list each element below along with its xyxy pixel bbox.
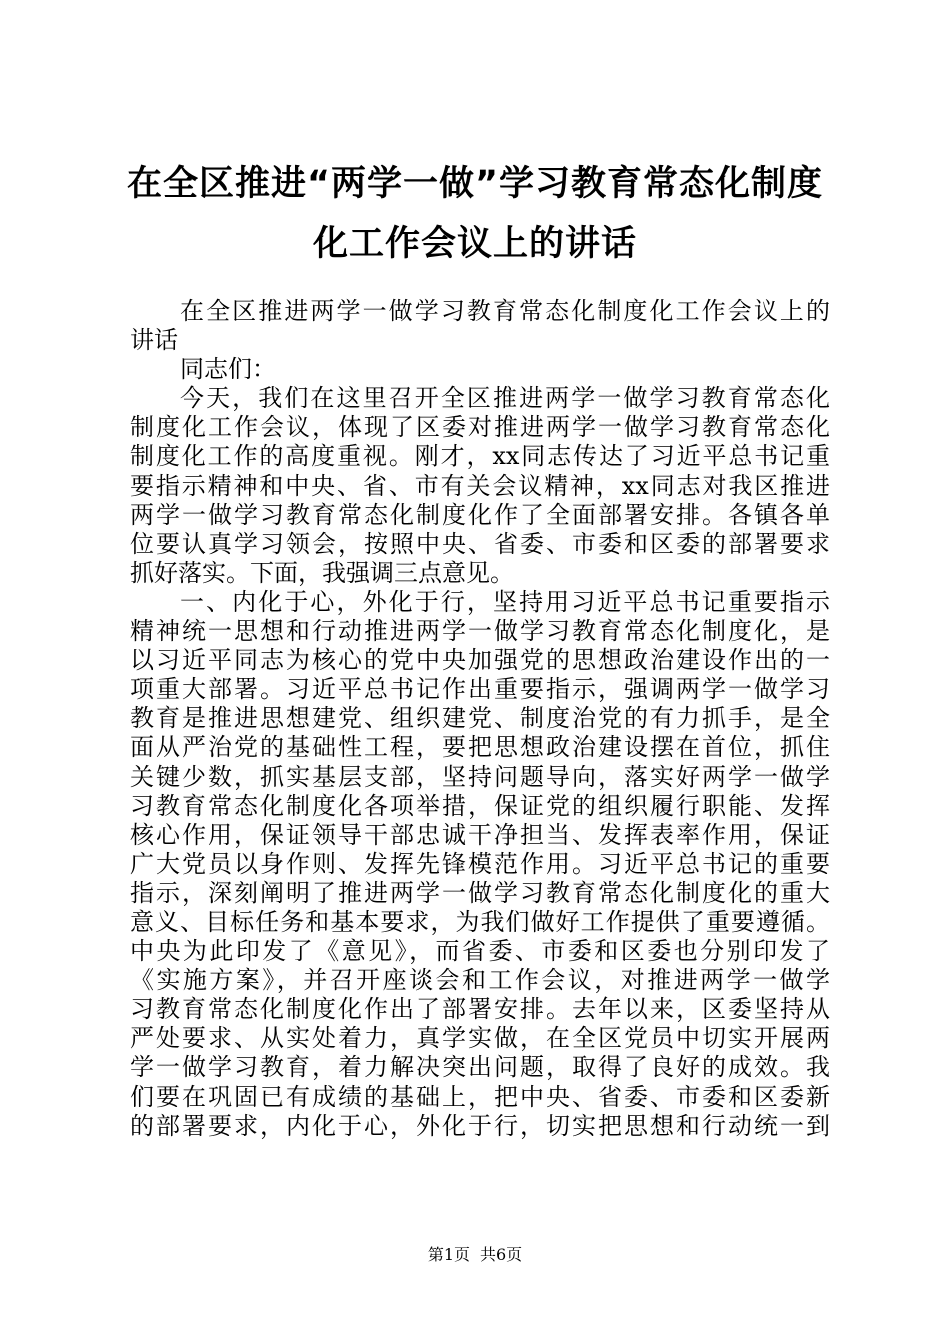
document-title-line-1: 在全区推进“两学一做”学习教育常态化制度 (126, 164, 823, 204)
text-line: 关键少数，抓实基层支部，坚持问题导向，落实好两学一做学 (130, 762, 830, 791)
salutation: 同志们： (180, 355, 276, 384)
text-line: 教育是推进思想建党、组织建党、制度治党的有力抓手，是全 (130, 704, 830, 733)
text-line: 《实施方案》，并召开座谈会和工作会议，对推进两学一做学 (130, 966, 830, 995)
text-line: 以习近平同志为核心的党中央加强党的思想政治建设作出的一 (130, 646, 830, 675)
text-line: 面从严治党的基础性工程，要把思想政治建设摆在首位，抓住 (130, 733, 830, 762)
text-line: 项重大部署。习近平总书记作出重要指示，强调两学一做学习 (130, 675, 830, 704)
text-line: 一、内化于心，外化于行，坚持用习近平总书记重要指示 (180, 587, 830, 616)
text-line: 严处要求、从实处着力，真学实做，在全区党员中切实开展两 (130, 1024, 830, 1053)
text-line: 习教育常态化制度化各项举措，保证党的组织履行职能、发挥 (130, 791, 830, 820)
document-title-line-2: 化工作会议上的讲话 (312, 224, 637, 264)
text-line: 两学一做学习教育常态化制度化作了全面部署安排。各镇各单 (130, 500, 830, 529)
text-line: 要指示精神和中央、省、市有关会议精神，xx同志对我区推进 (130, 471, 830, 500)
page-total: 共6页 (480, 1245, 523, 1264)
text-line: 意义、目标任务和基本要求，为我们做好工作提供了重要遵循。 (130, 907, 830, 936)
text-line: 核心作用，保证领导干部忠诚干净担当、发挥表率作用，保证 (130, 820, 830, 849)
text-line: 讲话 (130, 326, 178, 355)
page-number: 第1页 (427, 1245, 470, 1264)
text-line: 在全区推进两学一做学习教育常态化制度化工作会议上的 (180, 297, 830, 325)
text-line: 们要在巩固已有成绩的基础上，把中央、省委、市委和区委新 (130, 1082, 830, 1111)
text-line: 广大党员以身作则、发挥先锋模范作用。习近平总书记的重要 (130, 849, 830, 878)
text-line: 中央为此印发了《意见》，而省委、市委和区委也分别印发了 (130, 937, 830, 966)
document-body (130, 297, 830, 1141)
text-line: 学一做学习教育，着力解决突出问题，取得了良好的成效。我 (130, 1053, 830, 1082)
page-footer (0, 1245, 950, 1265)
text-line: 的部署要求，内化于心，外化于行，切实把思想和行动统一到 (130, 1111, 830, 1140)
text-line: 习教育常态化制度化作出了部署安排。去年以来，区委坚持从 (130, 995, 830, 1024)
text-line: 制度化工作的高度重视。刚才，xx同志传达了习近平总书记重 (130, 442, 830, 471)
text-line: 位要认真学习领会，按照中央、省委、市委和区委的部署要求 (130, 529, 830, 558)
text-line: 抓好落实。下面，我强调三点意见。 (130, 558, 514, 587)
text-line: 今天，我们在这里召开全区推进两学一做学习教育常态化 (180, 384, 830, 413)
text-line: 指示，深刻阐明了推进两学一做学习教育常态化制度化的重大 (130, 878, 830, 907)
text-line: 精神统一思想和行动推进两学一做学习教育常态化制度化，是 (130, 617, 830, 646)
text-line: 制度化工作会议，体现了区委对推进两学一做学习教育常态化 (130, 413, 830, 442)
